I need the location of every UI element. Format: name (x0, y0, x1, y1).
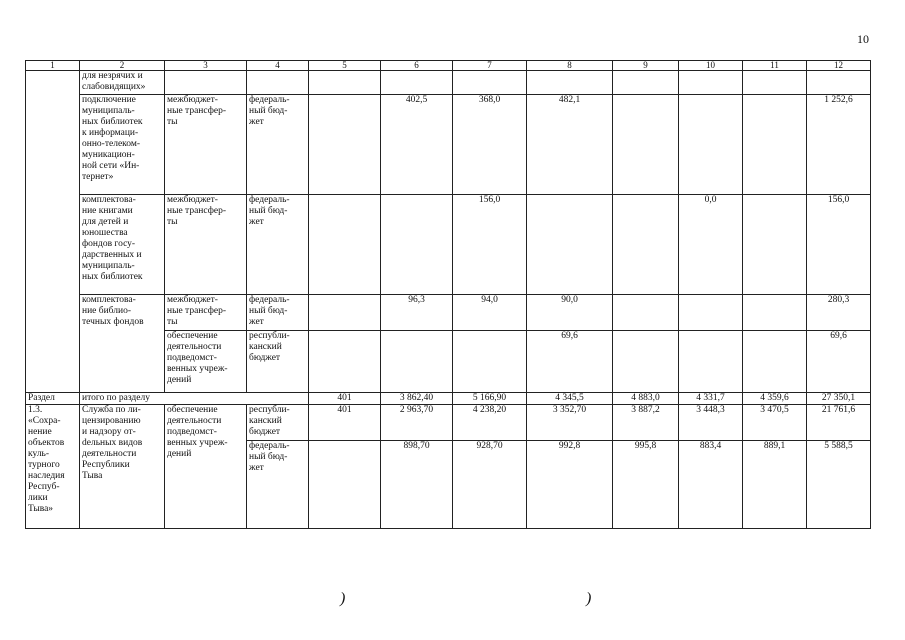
table-cell: 482,1 (527, 95, 613, 195)
table-cell: республи- канский бюджет (247, 405, 309, 441)
table-cell: межбюджет- ные трансфер- ты (165, 295, 247, 331)
table-cell: 4 883,0 (613, 393, 679, 405)
table-cell (743, 95, 807, 195)
table-cell (743, 295, 807, 331)
table-cell (613, 71, 679, 95)
table-cell: 0,0 (679, 195, 743, 295)
table-cell (679, 331, 743, 393)
header-cell: 6 (381, 61, 453, 71)
header-cell: 9 (613, 61, 679, 71)
table-row (26, 393, 871, 405)
table-cell: обеспечение деятельности подведомст- венных учреж- дений (165, 331, 247, 393)
table-cell (743, 195, 807, 295)
table-cell (679, 95, 743, 195)
table-cell: межбюджет- ные трансфер- ты (165, 95, 247, 195)
table-cell: 3 887,2 (613, 405, 679, 441)
table-cell: 4 345,5 (527, 393, 613, 405)
table-cell: 402,5 (381, 95, 453, 195)
scan-mark: ) (586, 590, 592, 607)
table-cell: республи- канский бюджет (247, 331, 309, 393)
table-cell (679, 71, 743, 95)
header-cell: 11 (743, 61, 807, 71)
table-cell: 5 588,5 (807, 441, 871, 529)
table-cell: 4 359,6 (743, 393, 807, 405)
table-cell: Раздел (26, 393, 80, 405)
table-cell (26, 71, 80, 393)
table-cell: 3 352,70 (527, 405, 613, 441)
table-cell: 27 350,1 (807, 393, 871, 405)
table-cell: федераль- ный бюд- жет (247, 195, 309, 295)
table-cell (309, 295, 381, 331)
table-cell: 368,0 (453, 95, 527, 195)
header-cell: 2 (80, 61, 165, 71)
header-cell: 12 (807, 61, 871, 71)
table-cell: межбюджет- ные трансфер- ты (165, 195, 247, 295)
header-cell: 1 (26, 61, 80, 71)
table-cell: для незрячих и слабовидящих» (80, 71, 165, 95)
table-cell (613, 295, 679, 331)
table-cell: 156,0 (453, 195, 527, 295)
scan-mark: ) (340, 590, 346, 607)
table-cell: 401 (309, 393, 381, 405)
table-cell (309, 95, 381, 195)
table-cell (309, 331, 381, 393)
table-cell (309, 195, 381, 295)
budget-table (25, 60, 871, 529)
table-cell (309, 71, 381, 95)
table-cell: 280,3 (807, 295, 871, 331)
table-cell: 156,0 (807, 195, 871, 295)
header-cell: 8 (527, 61, 613, 71)
table-cell (527, 71, 613, 95)
table-cell (743, 331, 807, 393)
table-row (26, 405, 871, 441)
table-cell: 883,4 (679, 441, 743, 529)
table-cell: итого по разделу (80, 393, 309, 405)
table-cell (807, 71, 871, 95)
table-cell (613, 331, 679, 393)
table-cell: Служба по ли- цензированию и надзору от- dельных видов деятельности Республики Тыва (80, 405, 165, 529)
table-cell (743, 71, 807, 95)
table-cell: 5 166,90 (453, 393, 527, 405)
table-cell (453, 331, 527, 393)
table-cell: комплектова- ние книгами для детей и юношества фондов госу- дарственных и муниципаль- ных библиотек (80, 195, 165, 295)
page-number: 10 (857, 32, 869, 46)
table-cell: 94,0 (453, 295, 527, 331)
table-cell: федераль- ный бюд- жет (247, 295, 309, 331)
header-cell: 7 (453, 61, 527, 71)
header-cell: 4 (247, 61, 309, 71)
header-cell: 5 (309, 61, 381, 71)
table-cell: федераль- ный бюд- жет (247, 95, 309, 195)
table-cell (527, 195, 613, 295)
table-row (26, 95, 871, 195)
table-cell: 898,70 (381, 441, 453, 529)
header-cell: 10 (679, 61, 743, 71)
table-cell (453, 71, 527, 95)
table-cell (309, 441, 381, 529)
table-cell: 401 (309, 405, 381, 441)
table-cell (247, 71, 309, 95)
table-row (26, 71, 871, 95)
table-row (26, 295, 871, 331)
table-cell: подключение муниципаль- ных библиотек к информаци- онно-телеком- муникацион- ной сети «Ин- тернет» (80, 95, 165, 195)
table-cell: федераль- ный бюд- жет (247, 441, 309, 529)
table-cell: 96,3 (381, 295, 453, 331)
table-cell: 889,1 (743, 441, 807, 529)
table-cell: 992,8 (527, 441, 613, 529)
table-row (26, 195, 871, 295)
table-cell: 4 238,20 (453, 405, 527, 441)
table-cell: 90,0 (527, 295, 613, 331)
table-cell: 3 470,5 (743, 405, 807, 441)
table-cell: 3 862,40 (381, 393, 453, 405)
table-cell: 928,70 (453, 441, 527, 529)
table-cell (613, 95, 679, 195)
table-cell: 3 448,3 (679, 405, 743, 441)
table-cell: 1.3. «Сохра- нение объектов куль- турного наследия Респуб- лики Тыва» (26, 405, 80, 529)
table-cell: 995,8 (613, 441, 679, 529)
table-cell: обеспечение деятельности подведомст- венных учреж- дений (165, 405, 247, 529)
header-row (26, 61, 871, 71)
table-cell (679, 295, 743, 331)
table-cell: 4 331,7 (679, 393, 743, 405)
table-cell (165, 71, 247, 95)
table-cell: 1 252,6 (807, 95, 871, 195)
table-cell: 21 761,6 (807, 405, 871, 441)
table-cell (613, 195, 679, 295)
table-cell (381, 71, 453, 95)
table-cell (381, 331, 453, 393)
table-cell: 69,6 (527, 331, 613, 393)
header-cell: 3 (165, 61, 247, 71)
table-cell: 2 963,70 (381, 405, 453, 441)
table-cell: комплектова- ние библио- течных фондов (80, 295, 165, 393)
table-cell (381, 195, 453, 295)
table-cell: 69,6 (807, 331, 871, 393)
